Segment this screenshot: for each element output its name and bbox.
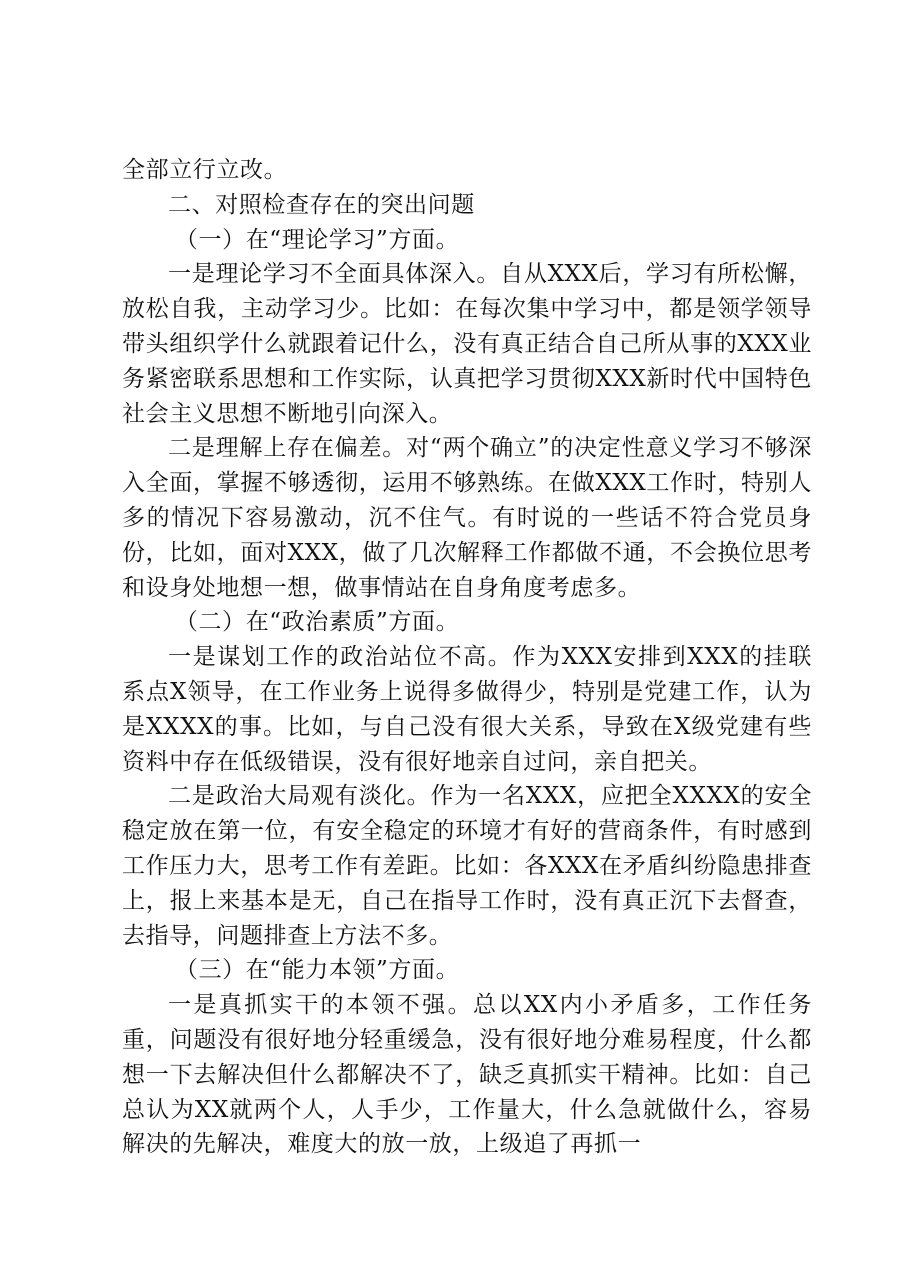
paragraph-theory-1: 一是理论学习不全面具体深入。自从XXX后，学习有所松懈，放松自我，主动学习少。比如：在每次集中学习中，都是领学领导带头组织学什么就跟着记什么，没有真正结合自己所从事的XXX业务紧密联系思想和工作实际，认真把学习贯彻XXX新时代中国特色社会主义思想不断地引向深入。 (122, 261, 812, 427)
document-body (122, 153, 812, 1162)
subsection-heading-ability: （三）在“能力本领”方面。 (174, 957, 460, 984)
subsection-heading-political: （二）在“政治素质”方面。 (174, 609, 460, 636)
subsection-heading-theory: （一）在“理论学习”方面。 (174, 226, 460, 253)
section-heading-2: 二、对照检查存在的突出问题 (168, 191, 475, 218)
paragraph-theory-2: 二是理解上存在偏差。对“两个确立”的决定性意义学习不够深入全面，掌握不够透彻，运用不够熟练。在做XXX工作时，特别人多的情况下容易激动，沉不住气。有时说的一些话不符合党员身份，比如，面对XXX，做了几次解释工作都做不通，不会换位思考和设身处地想一想，做事情站在自身角度考虑多。 (122, 435, 812, 601)
paragraph-ability-1: 一是真抓实干的本领不强。总以XX内小矛盾多，工作任务重，问题没有很好地分轻重缓急，没有很好地分难易程度，什么都想一下去解决但什么都解决不了，缺乏真抓实干精神。比如：自己总认为XX就两个人，人手少，工作量大，什么急就做什么，容易解决的先解决，难度大的放一放，上级追了再抓一 (122, 992, 812, 1158)
paragraph-political-2: 二是政治大局观有淡化。作为一名XXX，应把全XXXX的安全稳定放在第一位，有安全稳定的环境才有好的营商条件，有时感到工作压力大，思考工作有差距。比如：各XXX在矛盾纠纷隐患排查上，报上来基本是无，自己在指导工作时，没有真正沉下去督查，去指导，问题排查上方法不多。 (122, 783, 812, 949)
paragraph-continuation: 全部立行立改。 (122, 157, 288, 183)
paragraph-political-1: 一是谋划工作的政治站位不高。作为XXX安排到XXX的挂联系点X领导，在工作业务上说得多做得少，特别是党建工作，认为是XXXX的事。比如，与自己没有很大关系，导致在X级党建有些资料中存在低级错误，没有很好地亲自过问，亲自把关。 (122, 644, 812, 775)
